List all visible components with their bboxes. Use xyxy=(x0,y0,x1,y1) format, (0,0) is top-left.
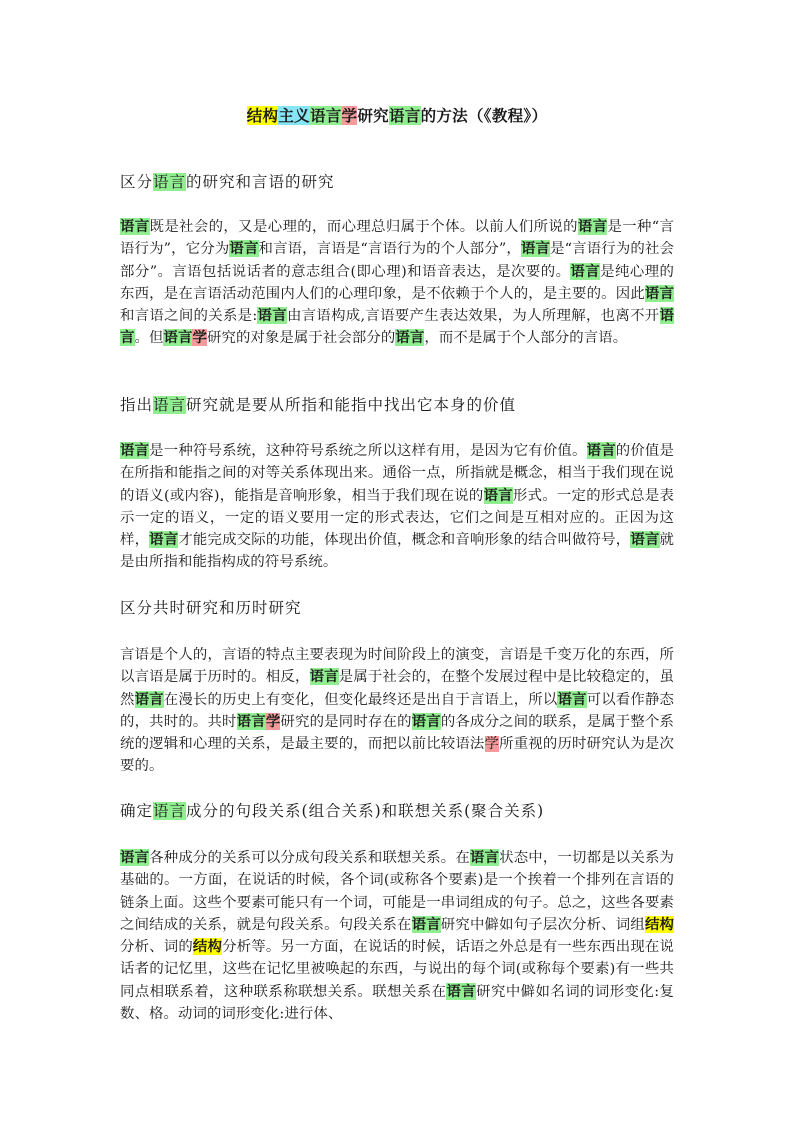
highlighted-term: 结构 xyxy=(644,915,675,933)
highlighted-term: 语言 xyxy=(120,218,150,235)
highlighted-term: 语言 xyxy=(395,329,425,347)
highlighted-term: 语言 xyxy=(309,668,339,686)
text-run: 确定 xyxy=(120,802,154,820)
text-run: 指出 xyxy=(120,396,154,414)
text-run: 是一种“言语行为”，它分为 xyxy=(120,219,675,258)
text-run: 研究 xyxy=(357,106,389,125)
text-run: 研究的是同时存在的 xyxy=(280,713,412,730)
text-run: 和言语，言语是“言语行为的个人部分”， xyxy=(258,241,521,258)
text-run: 既是社会的，又是心理的，而心理总归属于个体。以前人们所说的 xyxy=(149,219,578,235)
highlighted-term: 语言 xyxy=(586,442,616,459)
highlighted-term: 学 xyxy=(341,106,358,125)
highlighted-term: 语言 xyxy=(153,396,187,414)
highlighted-term: 学 xyxy=(192,329,207,347)
highlighted-term: 语言 xyxy=(120,442,150,459)
highlighted-term: 主义 xyxy=(278,106,310,125)
highlighted-term: 语言 xyxy=(309,106,342,125)
text-run: 和言语之间的关系是: xyxy=(120,308,258,325)
highlighted-term: 语言 xyxy=(469,849,500,866)
highlighted-term: 语言 xyxy=(229,240,259,258)
section-paragraph-4 xyxy=(120,847,674,1025)
text-run: 各种成分的关系可以分成句段关系和联想关系。在 xyxy=(149,850,470,866)
section-heading-4 xyxy=(120,799,544,821)
highlighted-term: 语言 xyxy=(149,531,179,549)
section-heading-1 xyxy=(120,170,335,192)
text-run: 区分 xyxy=(120,173,154,191)
highlighted-term: 语言 xyxy=(411,712,441,730)
text-run: 言语是个人的，言语的特点主要表现为时间阶段上的演变，言语是千变万化的东西，所以言语是属于历时的。相反， xyxy=(120,647,674,686)
highlighted-term: 语言 xyxy=(570,262,601,280)
highlighted-term: 语言 xyxy=(577,218,608,235)
text-run: 的研究和言语的研究 xyxy=(186,173,335,191)
highlighted-term: 语言 xyxy=(520,240,551,258)
highlighted-term: 语言 xyxy=(644,284,674,302)
text-run: 的各成分之间的联系，是属于整个系统的逻辑和心理的关系，是最主要的，而把以前比较语法 xyxy=(120,713,675,753)
highlighted-term: 语言 xyxy=(163,329,193,347)
highlighted-term: 学 xyxy=(484,736,500,753)
highlighted-term: 语言 xyxy=(120,849,150,866)
text-run: 所重视的历时研究认为是次要的。 xyxy=(120,736,675,775)
highlighted-term: 语言 xyxy=(388,106,421,125)
highlighted-term: 语言 xyxy=(446,982,477,1000)
text-run: 就是由所指和能指构成的符号系统。 xyxy=(120,532,675,571)
text-run: 由言语构成,言语要产生表达效果，为人所理解，也离不开 xyxy=(286,308,660,325)
section-heading-2 xyxy=(120,393,516,415)
highlighted-term: 语言 xyxy=(236,712,266,730)
text-run: 状态中，一切都是以关系为基础的。一方面，在说话的时候，各个词(或称各个要素)是一个挨着一个排列在言语的链条上面。这些个要素可能只有一个词，可能是一串词组成的句子。总之，这些各要素之间结成的关系，就是句段关系。句段关系在 xyxy=(120,850,675,933)
section-paragraph-1 xyxy=(120,216,674,350)
highlighted-term: 语言 xyxy=(120,307,674,347)
text-run: 才能完成交际的功能，体现出价值，概念和音响形象的结合叫做符号， xyxy=(178,532,631,549)
section-paragraph-3 xyxy=(120,644,674,778)
highlighted-term: 语言 xyxy=(153,173,187,191)
text-run: 在漫长的历史上有变化，但变化最终还是出自于言语上，所以 xyxy=(163,691,558,708)
highlighted-term: 语言 xyxy=(257,307,287,325)
highlighted-term: 结构 xyxy=(192,938,223,956)
text-run: 可以看作静态的，共时的。共时 xyxy=(120,691,675,730)
text-run: 是纯心理的东西，是在言语活动范围内人们的心理印象，是不依赖于个人的，是主要的。因此 xyxy=(120,263,674,302)
highlighted-term: 学 xyxy=(265,712,281,730)
text-run: 形式。一定的形式总是表示一定的语义，一定的语义要用一定的形式表达，它们之间是互相对应的。正因为这样， xyxy=(120,487,674,549)
text-run: 分析等。另一方面，在说话的时候，话语之外总是有一些东西出现在说话者的记忆里，这些在记忆里被唤起的东西，与说出的每个词(或称每个要素)有一些共同点相联系着，这种联系称联想关系。联想关系在 xyxy=(120,939,674,1000)
text-run: 分析、词的 xyxy=(120,939,193,956)
highlighted-term: 语言 xyxy=(134,690,164,708)
text-run: 研究的对象是属于社会部分的 xyxy=(206,330,396,347)
highlighted-term: 语言 xyxy=(630,531,660,549)
section-heading-3 xyxy=(120,596,302,618)
highlighted-term: 语言 xyxy=(483,486,513,504)
highlighted-term: 语言 xyxy=(411,915,441,933)
highlighted-term: 结构 xyxy=(246,106,279,125)
text-run: ，而不是属于个人部分的言语。 xyxy=(424,330,628,347)
text-run: 研究中僻如句子层次分析、词组 xyxy=(440,916,645,933)
text-run: 成分的句段关系(组合关系)和联想关系(聚合关系) xyxy=(186,802,545,820)
text-run: 的价值是在所指和能指之间的对等关系体现出来。通俗一点，所指就是概念，相当于我们现在说的语义(或内容)，能指是音响形象，相当于我们现在说的 xyxy=(120,443,674,504)
text-run: 是一种符号系统，这种符号系统之所以这样有用，是因为它有价值。 xyxy=(149,443,587,459)
highlighted-term: 语言 xyxy=(153,802,187,820)
text-run: 是“言语行为的社会部分”。言语包括说话者的意志组合(即心理)和语音表达，是次要的。 xyxy=(120,241,674,280)
document-title xyxy=(120,104,674,126)
section-paragraph-2 xyxy=(120,440,674,574)
text-run: 是属于社会的，在整个发展过程中是比较稳定的，虽然 xyxy=(120,669,674,708)
text-run: 。但 xyxy=(134,330,164,347)
text-run: 区分共时研究和历时研究 xyxy=(120,599,302,617)
highlighted-term: 语言 xyxy=(557,690,587,708)
text-run: 的方法（《教程》） xyxy=(420,106,548,125)
text-run: 研究就是要从所指和能指中找出它本身的价值 xyxy=(186,396,517,414)
text-run: 研究中僻如名词的词形变化:复数、格。动词的词形变化:进行体、 xyxy=(120,983,675,1023)
